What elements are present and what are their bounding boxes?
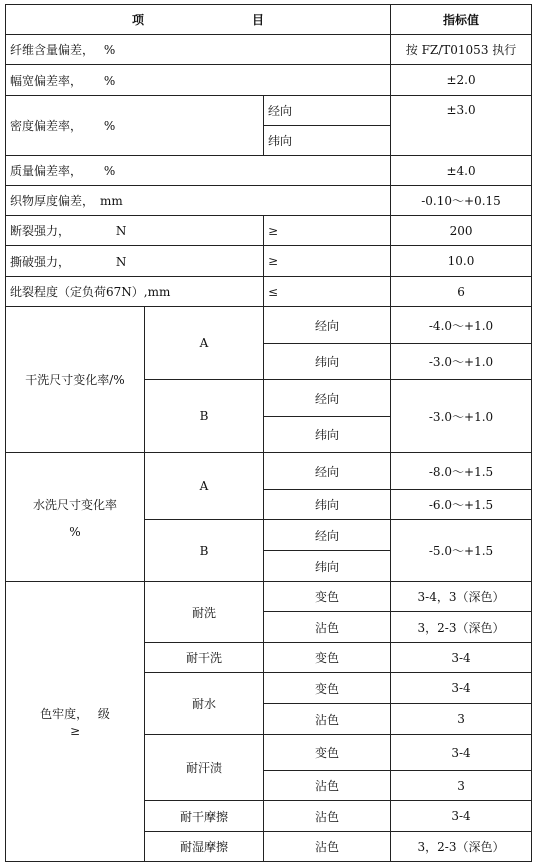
row-fast-wash-1 <box>6 582 532 612</box>
seam-label: 纰裂程度（定负荷67N）,mm <box>6 277 264 307</box>
fast-water-r1: 变色 <box>264 673 391 704</box>
seam-value: 6 <box>391 277 532 307</box>
fast-dryclean-name: 耐干洗 <box>145 643 264 673</box>
row-tear <box>6 246 532 277</box>
dry-a-warp-value: -4.0～+1.0 <box>391 307 532 344</box>
row-mass <box>6 156 532 186</box>
wash-unit: % <box>69 524 81 539</box>
wash-a-grade: A <box>145 453 264 520</box>
fast-sweat-v2: 3 <box>391 771 532 801</box>
density-warp: 经向 <box>264 96 391 126</box>
fast-sweat-r1: 变色 <box>264 735 391 771</box>
wash-a-weft-value: -6.0～+1.5 <box>391 490 532 520</box>
break-sign: ≥ <box>264 216 391 246</box>
tear-label: 撕破强力， N <box>6 246 264 277</box>
dry-a-grade: A <box>145 307 264 380</box>
fiber-label: 纤维含量偏差， % <box>6 35 391 65</box>
tear-sign: ≥ <box>264 246 391 277</box>
density-label: 密度偏差率， % <box>6 96 264 156</box>
mass-label: 质量偏差率， % <box>6 156 391 186</box>
dry-a-weft-value: -3.0～+1.0 <box>391 344 532 380</box>
wash-b-value: -5.0～+1.5 <box>391 520 532 582</box>
fast-dryrub-v1: 3-4 <box>391 801 532 832</box>
header-row <box>6 5 532 35</box>
fast-wetrub-r1: 沾色 <box>264 832 391 862</box>
wash-b-grade: B <box>145 520 264 582</box>
fast-water-v2: 3 <box>391 704 532 735</box>
density-weft: 纬向 <box>264 126 391 156</box>
fast-wash-r1: 变色 <box>264 582 391 612</box>
fast-dryrub-r1: 沾色 <box>264 801 391 832</box>
wash-a-weft: 纬向 <box>264 490 391 520</box>
density-value: ±3.0 <box>391 96 532 156</box>
wash-a-warp: 经向 <box>264 453 391 490</box>
row-break <box>6 216 532 246</box>
fast-wetrub-v1: 3，2-3（深色） <box>391 832 532 862</box>
header-item: 项 目 <box>6 5 391 35</box>
row-wash-a-warp <box>6 453 532 490</box>
fast-water-v1: 3-4 <box>391 673 532 704</box>
fast-dryclean-r1: 变色 <box>264 643 391 673</box>
fast-wash-name: 耐洗 <box>145 582 264 643</box>
fast-sweat-name: 耐汗渍 <box>145 735 264 801</box>
dry-b-warp: 经向 <box>264 380 391 417</box>
wash-b-warp: 经向 <box>264 520 391 551</box>
fast-dryrub-name: 耐干摩擦 <box>145 801 264 832</box>
seam-sign: ≤ <box>264 277 391 307</box>
fast-sweat-v1: 3-4 <box>391 735 532 771</box>
fastness-sign: ≥ <box>69 724 81 738</box>
break-value: 200 <box>391 216 532 246</box>
width-label: 幅宽偏差率， % <box>6 65 391 96</box>
fast-wash-v1: 3-4，3（深色） <box>391 582 532 612</box>
break-label: 断裂强力， N <box>6 216 264 246</box>
dry-b-grade: B <box>145 380 264 453</box>
row-thickness <box>6 186 532 216</box>
mass-value: ±4.0 <box>391 156 532 186</box>
fastness-label: 色牢度， 级 <box>40 707 110 721</box>
fast-wash-r2: 沾色 <box>264 612 391 643</box>
row-dry-a-warp <box>6 307 532 344</box>
spec-table <box>5 4 532 862</box>
fastness-label-cell <box>6 582 145 862</box>
fast-sweat-r2: 沾色 <box>264 771 391 801</box>
fast-water-name: 耐水 <box>145 673 264 735</box>
dry-b-value: -3.0～+1.0 <box>391 380 532 453</box>
fast-wash-v2: 3，2-3（深色） <box>391 612 532 643</box>
row-width <box>6 65 532 96</box>
dry-a-weft: 纬向 <box>264 344 391 380</box>
fiber-value: 按 FZ/T01053 执行 <box>391 35 532 65</box>
row-seam <box>6 277 532 307</box>
wash-a-warp-value: -8.0～+1.5 <box>391 453 532 490</box>
header-value: 指标值 <box>391 5 532 35</box>
fast-wetrub-name: 耐湿摩擦 <box>145 832 264 862</box>
dry-b-weft: 纬向 <box>264 417 391 453</box>
thickness-label: 织物厚度偏差， mm <box>6 186 391 216</box>
row-fiber <box>6 35 532 65</box>
width-value: ±2.0 <box>391 65 532 96</box>
tear-value: 10.0 <box>391 246 532 277</box>
fast-water-r2: 沾色 <box>264 704 391 735</box>
dry-label: 干洗尺寸变化率/% <box>6 307 145 453</box>
fast-dryclean-v1: 3-4 <box>391 643 532 673</box>
wash-b-weft: 纬向 <box>264 551 391 582</box>
wash-label: 水洗尺寸变化率 <box>32 497 117 512</box>
row-density-warp <box>6 96 532 126</box>
wash-label-cell <box>6 453 145 582</box>
thickness-value: -0.10～+0.15 <box>391 186 532 216</box>
dry-a-warp: 经向 <box>264 307 391 344</box>
